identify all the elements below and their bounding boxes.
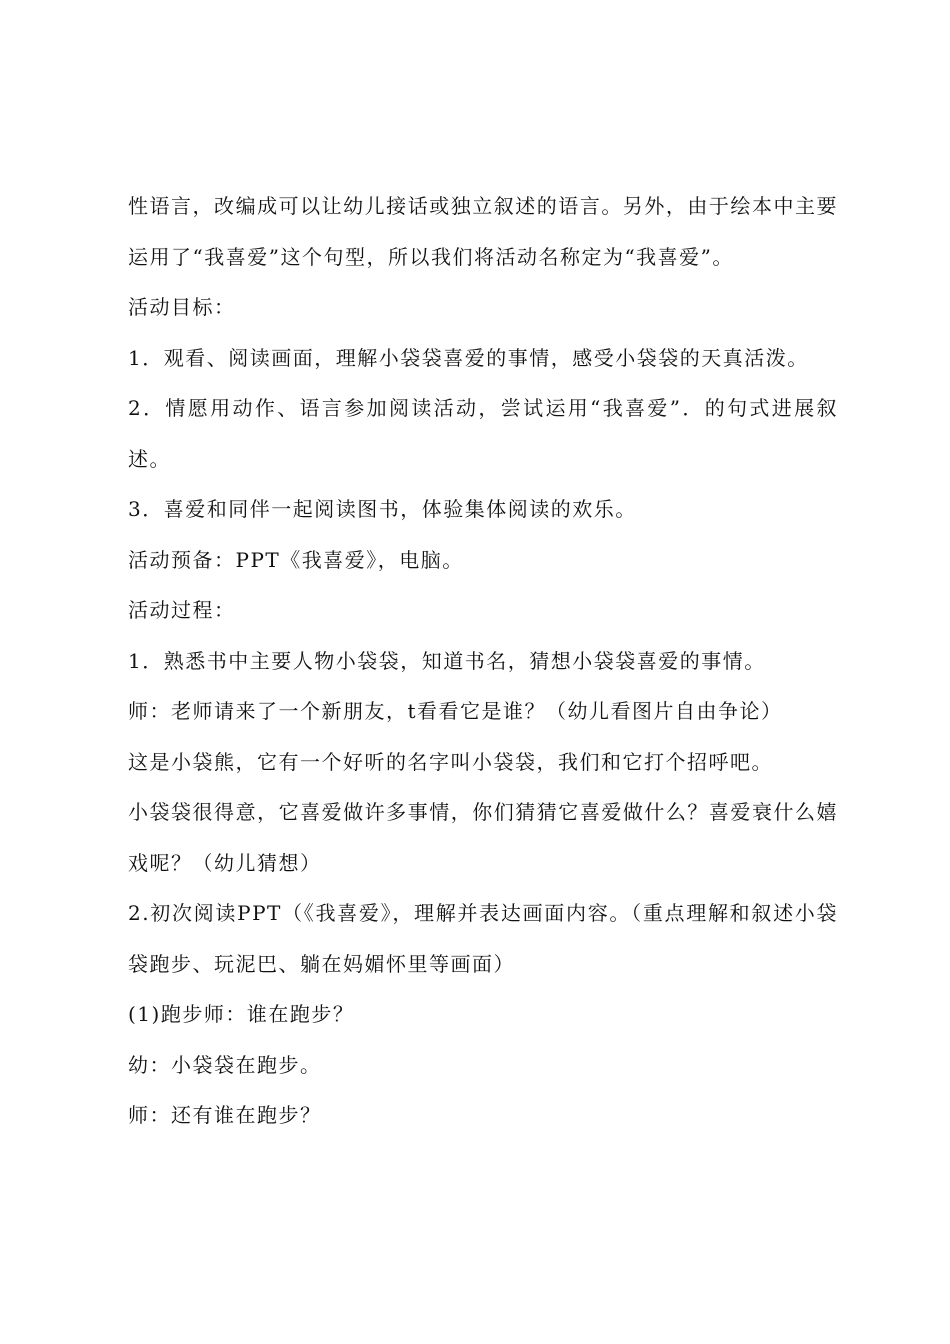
objective-1: 1．观看、阅读画面，理解小袋袋喜爱的事情，感受小袋袋的天真活泼。 — [128, 345, 809, 370]
heading-preparation: 活动预备：PPT《我喜爱》，电脑。 — [128, 547, 464, 572]
sub-step-running: (1)跑步师：谁在跑步？ — [128, 1002, 355, 1026]
teacher-line-2: 这是小袋熊，它有一个好听的名字叫小袋袋，我们和它打个招呼吧。 — [128, 749, 773, 774]
process-step-2: 2.初次阅读PPT（《我喜爱》，理解并表达画面内容。（重点理解和叙述小袋袋跑步、玩泥巴、躺在妈媚怀里等画面） — [128, 901, 838, 976]
objective-2: 2．情愿用动作、语言参加阅读活动，尝试运用“我喜爱”．的句式进展叙述。 — [128, 396, 838, 471]
paragraph-intro: 性语言，改编成可以让幼儿接话或独立叙述的语言。另外，由于绘本中主要运用了“我喜爱”这个句型，所以我们将活动名称定为“我喜爱”。 — [128, 194, 838, 269]
document-body — [128, 181, 838, 1141]
teacher-line-1: 师：老师请来了一个新朋友，t看看它是谁？（幼儿看图片自由争论） — [128, 699, 783, 723]
heading-process: 活动过程： — [128, 598, 236, 622]
teacher-question: 师：还有谁在跑步？ — [128, 1103, 322, 1127]
teacher-line-3: 小袋袋很得意，它喜爱做许多事情，你们猜猜它喜爱做什么？喜爱衰什么嬉戏呢？（幼儿猜想） — [128, 800, 838, 875]
process-step-1: 1．熟悉书中主要人物小袋袋，知道书名，猜想小袋袋喜爱的事情。 — [128, 648, 766, 673]
heading-objectives: 活动目标： — [128, 295, 236, 319]
child-reply: 幼：小袋袋在跑步。 — [128, 1052, 322, 1077]
objective-3: 3．喜爱和同伴一起阅读图书，体验集体阅读的欢乐。 — [128, 497, 637, 521]
